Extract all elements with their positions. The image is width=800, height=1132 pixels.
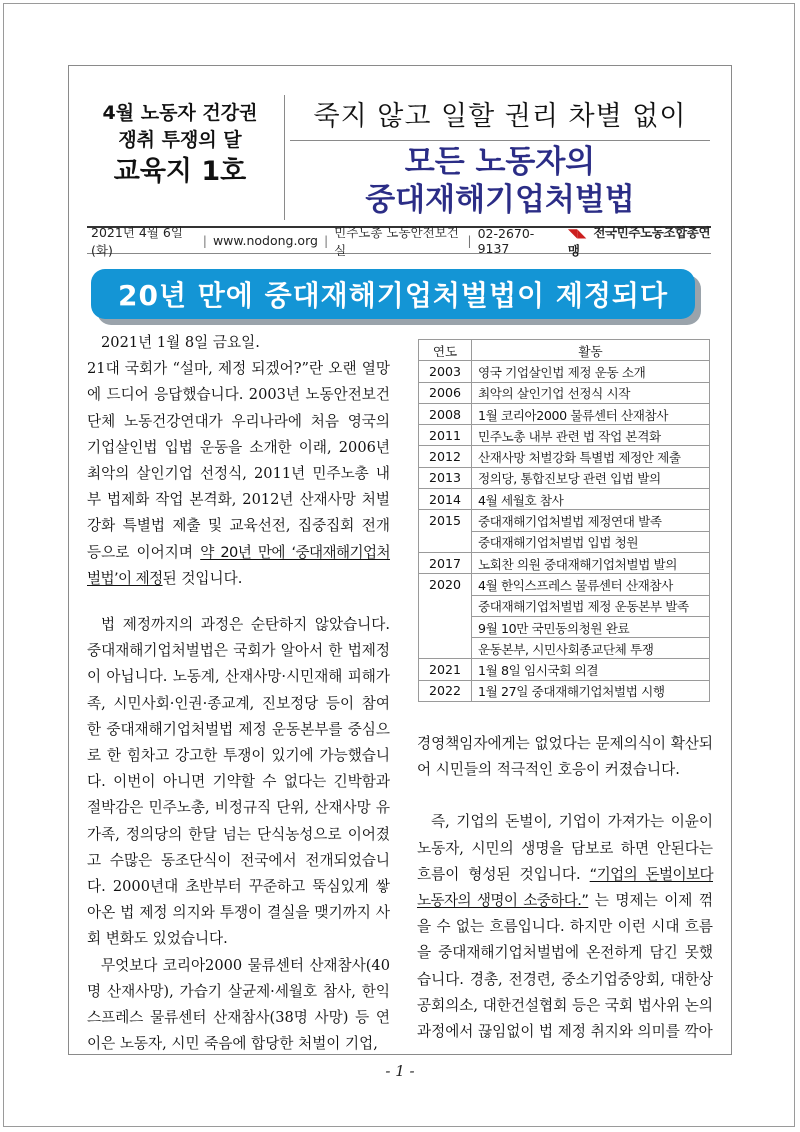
activity-cell: 1월 27일 중대재해기업처벌법 시행 xyxy=(472,680,710,701)
paragraph-1-end: 된 것입니다. xyxy=(162,569,243,587)
department-name: 민주노총 노동안전보건실 xyxy=(334,224,459,258)
right-paragraph-2 xyxy=(417,809,713,1045)
table-row xyxy=(419,616,710,637)
year-cell: 2021 xyxy=(419,659,472,680)
paragraph-1-body: 21대 국회가 “설마, 제정 되겠어?”란 오랜 열망에 드디어 응답했습니다. 2003년 노동안전보건단체 노동건강연대가 우리나라에 처음 영국의 기업살인법 입법 운동을 소개한 이래, 2006년 최악의 살인기업 선정식, 2011년 민주노총 내부 법제화 작업 본격화, 2012년 산재사망 처벌강화 특별법 제출 및 교육선전, 집중집회 전개 등으로 이어지며 xyxy=(87,360,390,561)
phone-number: 02-2670-9137 xyxy=(477,225,535,256)
timeline-body xyxy=(419,361,710,702)
activity-cell: 노회찬 의원 중대재해기업처벌법 발의 xyxy=(472,552,710,573)
activity-cell: 산재사망 처벌강화 특별법 제정안 제출 xyxy=(472,446,710,467)
paragraph-3: 무엇보다 코리아2000 물류센터 산재참사(40명 산재사망), 가습기 살균제·세월호 참사, 한익스프레스 물류센터 산재참사(38명 사망) 등 연이은 노동자, 시민 죽음에 합당한 처벌이 기업, xyxy=(87,956,390,1053)
table-row xyxy=(419,680,710,701)
issue-label-line1: 4월 노동자 건강권 xyxy=(102,102,258,124)
activity-cell: 민주노총 내부 관련 법 작업 본격화 xyxy=(472,425,710,446)
separator: | xyxy=(467,233,472,248)
year-cell xyxy=(419,531,472,552)
highlighted-phrase: 약 20년 만에 ‘중대재해기업처벌법’이 제정 xyxy=(87,543,390,587)
year-cell: 2006 xyxy=(419,382,472,403)
year-cell: 2012 xyxy=(419,446,472,467)
column-header-activity: 활동 xyxy=(472,340,710,361)
activity-cell: 운동본부, 시민사회종교단체 투쟁 xyxy=(472,638,710,659)
table-row xyxy=(419,382,710,403)
page-number: - 1 - xyxy=(385,1062,415,1080)
activity-cell: 중대재해기업처벌법 입법 청원 xyxy=(472,531,710,552)
year-cell: 2011 xyxy=(419,425,472,446)
year-cell: 2020 xyxy=(419,574,472,595)
headline-banner: 20년 만에 중대재해기업처벌법이 제정되다 xyxy=(91,269,695,319)
header-title-line1: 모든 노동자의 xyxy=(404,144,596,180)
paragraph-gap xyxy=(87,592,390,612)
table-header-row xyxy=(419,340,710,361)
table-row xyxy=(419,574,710,595)
activity-cell: 영국 기업살인법 제정 운동 소개 xyxy=(472,361,710,382)
left-column xyxy=(87,330,390,1057)
table-row xyxy=(419,489,710,510)
issue-number: 교육지 1호 xyxy=(113,156,247,187)
table-row xyxy=(419,638,710,659)
activity-cell: 4월 세월호 참사 xyxy=(472,489,710,510)
paragraph-gap xyxy=(417,783,713,809)
year-cell: 2003 xyxy=(419,361,472,382)
issue-label-line2: 쟁취 투쟁의 달 xyxy=(118,129,242,151)
table-row xyxy=(419,531,710,552)
website-link[interactable]: www.nodong.org xyxy=(212,233,318,248)
year-cell: 2013 xyxy=(419,467,472,488)
separator: | xyxy=(323,233,329,248)
header-divider xyxy=(284,95,285,220)
year-cell xyxy=(419,595,472,616)
activity-cell: 4월 한익스프레스 물류센터 산재참사 xyxy=(472,574,710,595)
right-paragraph-1: 경영책임자에게는 없었다는 문제의식이 확산되어 시민들의 적극적인 호응이 커졌습니다. xyxy=(417,735,713,779)
year-cell: 2022 xyxy=(419,680,472,701)
activity-cell: 9월 10만 국민동의청원 완료 xyxy=(472,616,710,637)
org-name: 전국민주노동조합총연맹 xyxy=(567,224,711,258)
issue-label xyxy=(90,100,270,190)
column-header-year: 연도 xyxy=(419,340,472,361)
key-quote: “기업의 돈벌이보다 노동자의 생명이 소중하다.” xyxy=(417,865,714,910)
org-logo xyxy=(568,223,711,259)
paragraph-2: 법 제정까지의 과정은 순탄하지 않았습니다. 중대재해기업처벌법은 국회가 알아서 한 법제정이 아닙니다. 노동계, 산재사망·시민재해 피해가족, 시민사회·인권·종교계, 진보정당 등이 참여한 중대재해기업처벌법 제정 운동본부를 중심으로 한 힘차고 강고한 투쟁이 있기에 가능했습니다. 이번이 아니면 기약할 수 없다는 긴박함과 절박감은 민주노총, 비정규직 단위, 산재사망 유가족, 정의당의 한달 넘는 단식농성으로 이어졌고 수많은 동조단식이 전국에서 전개되었습니다. 2000년대 초반부터 꾸준하고 뚝심있게 쌓아온 법 제정 의지와 투쟁이 결실을 맺기까지 사회 변화도 있었습니다. xyxy=(87,616,390,948)
table-row xyxy=(419,659,710,680)
table-row xyxy=(419,446,710,467)
table-row xyxy=(419,595,710,616)
right-paragraph-2-end: 는 명제는 이제 꺾을 수 없는 흐름입니다. 하지만 이런 시대 흐름을 중대재해기업처벌법에 온전하게 담긴 못했습니다. 경총, 전경련, 중소기업중앙회, 대한상공회의소, 대한건설협회 등은 국회 법사위 논의과정에서 끊임없이 법 제정 취지와 의미를 깍아 xyxy=(417,892,713,1041)
activity-cell: 중대재해기업처벌법 제정 운동본부 발족 xyxy=(472,595,710,616)
timeline-table xyxy=(418,339,710,702)
header-title-line2: 중대재해기업처벌법 xyxy=(365,182,635,218)
year-cell: 2014 xyxy=(419,489,472,510)
subtitle-rule xyxy=(290,140,710,141)
header-subtitle: 죽지 않고 일할 권리 차별 없이 xyxy=(313,101,687,132)
table-row xyxy=(419,361,710,382)
issue-date: 2021년 4월 6일(화) xyxy=(91,224,183,258)
table-row xyxy=(419,467,710,488)
activity-cell: 1월 8일 임시국회 의결 xyxy=(472,659,710,680)
table-row xyxy=(419,552,710,573)
right-column xyxy=(417,731,713,1045)
year-cell xyxy=(419,638,472,659)
header-title xyxy=(290,143,710,219)
activity-cell: 1월 코리아2000 물류센터 산재참사 xyxy=(472,403,710,424)
activity-cell: 최악의 살인기업 선정식 시작 xyxy=(472,382,710,403)
activity-cell: 정의당, 통합진보당 관련 입법 발의 xyxy=(472,467,710,488)
year-cell: 2017 xyxy=(419,552,472,573)
kctu-logo-icon: ◥◣ xyxy=(567,225,587,240)
paragraph-1 xyxy=(87,356,390,592)
year-cell: 2008 xyxy=(419,403,472,424)
year-cell xyxy=(419,616,472,637)
year-cell: 2015 xyxy=(419,510,472,531)
paragraph-date: 2021년 1월 8일 금요일. xyxy=(101,334,260,351)
table-row xyxy=(419,403,710,424)
separator: | xyxy=(202,233,207,248)
right-paragraph-2-start: 즉, 기업의 돈벌이, 기업이 가져가는 이윤이 노동자, 시민의 생명을 담보로 하면 안된다는 흐름이 형성된 것입니다. xyxy=(417,813,713,883)
info-bar xyxy=(87,224,711,258)
table-row xyxy=(419,425,710,446)
activity-cell: 중대재해기업처벌법 제정연대 발족 xyxy=(472,510,710,531)
table-row xyxy=(419,510,710,531)
